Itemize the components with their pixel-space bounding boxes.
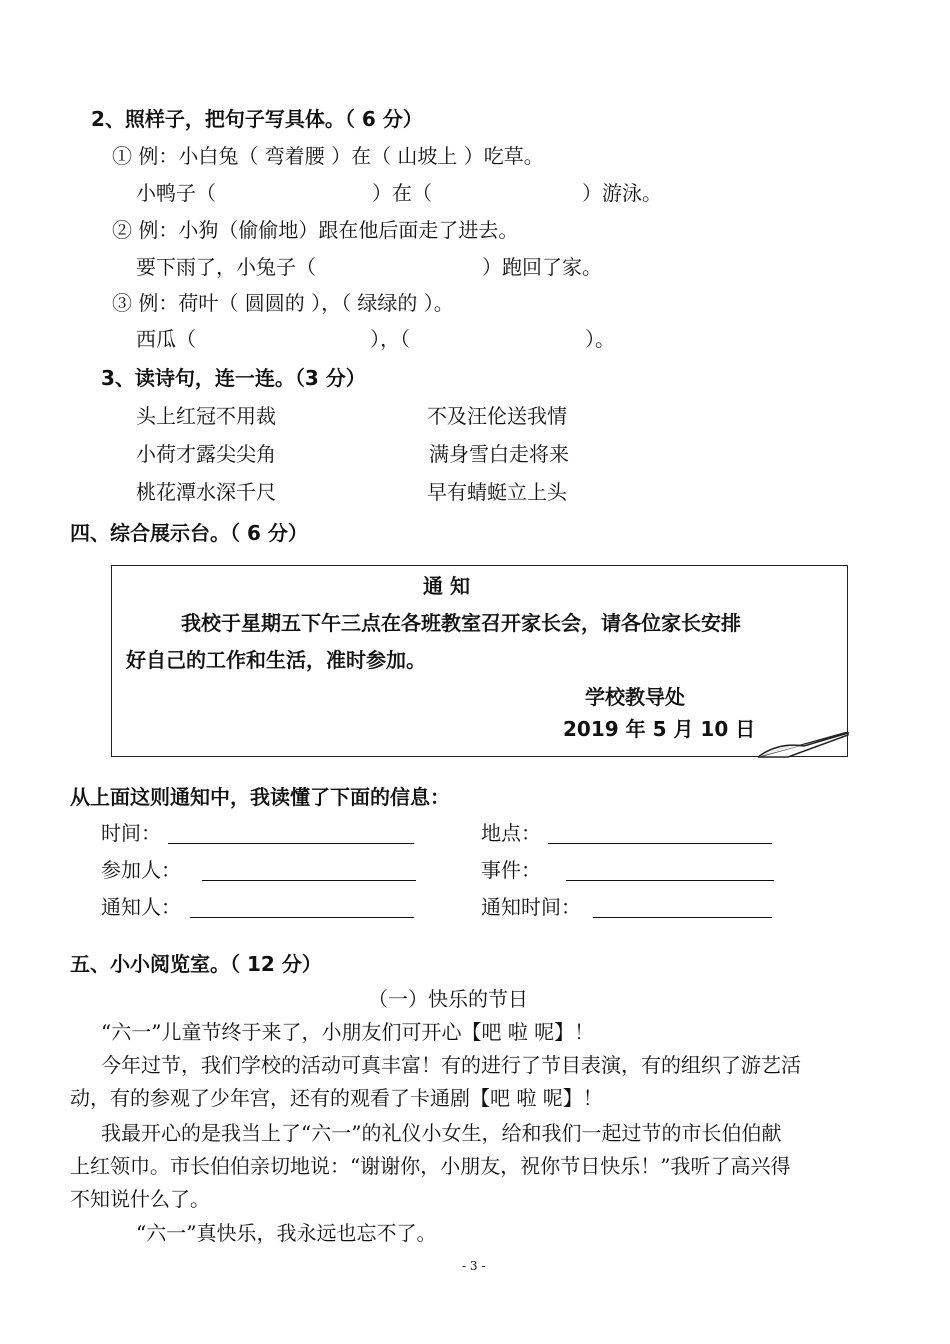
reading-p3a: 我最开心的是我当上了“六一”的礼仪小女生，给和我们一起过节的市长伯伯献 bbox=[101, 1121, 782, 1145]
poem-left-1: 头上红冠不用裁 bbox=[136, 404, 276, 428]
page-number: - 3 - bbox=[462, 1259, 486, 1273]
reading-subtitle: （一）快乐的节日 bbox=[368, 987, 528, 1011]
q2-line-3a: 西瓜（ bbox=[136, 327, 196, 351]
field-notice-time-label: 通知时间： bbox=[481, 895, 581, 919]
reading-p3c: 不知说什么了。 bbox=[70, 1187, 210, 1211]
q2-line-3b: ），（ bbox=[370, 327, 410, 351]
field-participants-label: 参加人： bbox=[101, 858, 181, 882]
notice-heading: 通 知 bbox=[423, 574, 470, 598]
reading-p3b: 上红领巾。市长伯伯亲切地说：“谢谢你，小朋友，祝你节日快乐！”我听了高兴得 bbox=[70, 1154, 791, 1178]
s5-title: 五、小小阅览室。（ 12 分） bbox=[70, 952, 322, 976]
q2-example-3: ③ 例：荷叶（ 圆圆的 ），（ 绿绿的 ）。 bbox=[112, 291, 454, 315]
q2-example-2: ② 例：小狗（偷偷地）跟在他后面走了进去。 bbox=[112, 218, 519, 242]
q2-line-2b: ）跑回了家。 bbox=[482, 255, 602, 279]
notice-signer: 学校教导处 bbox=[585, 685, 685, 709]
field-place-line[interactable] bbox=[548, 843, 772, 844]
poem-right-1: 不及汪伦送我情 bbox=[427, 404, 567, 428]
field-notifier-line[interactable] bbox=[190, 917, 414, 918]
page-curl-icon bbox=[758, 732, 850, 760]
q2-line-1b: ）在（ bbox=[372, 181, 432, 205]
s4-intro: 从上面这则通知中，我读懂了下面的信息： bbox=[70, 785, 450, 809]
poem-right-3: 早有蜻蜓立上头 bbox=[427, 480, 567, 504]
notice-body-1: 我校于星期五下午三点在各班教室召开家长会，请各位家长安排 bbox=[181, 611, 741, 635]
q2-title: 2、照样子，把句子写具体。（ 6 分） bbox=[91, 107, 423, 131]
field-notifier-label: 通知人： bbox=[101, 895, 181, 919]
reading-p2a: 今年过节，我们学校的活动可真丰富！有的进行了节目表演，有的组织了游艺活 bbox=[101, 1053, 801, 1077]
notice-date: 2019 年 5 月 10 日 bbox=[563, 717, 756, 741]
q2-line-2a: 要下雨了，小兔子（ bbox=[136, 255, 316, 279]
q2-example-1: ① 例：小白兔（ 弯着腰 ）在（ 山坡上 ）吃草。 bbox=[112, 144, 544, 168]
field-place-label: 地点： bbox=[481, 821, 541, 845]
field-event-line[interactable] bbox=[566, 880, 774, 881]
q2-line-1c: ）游泳。 bbox=[582, 181, 662, 205]
q2-line-1a: 小鸭子（ bbox=[136, 181, 216, 205]
field-participants-line[interactable] bbox=[202, 880, 416, 881]
field-time-label: 时间： bbox=[101, 821, 161, 845]
notice-body-2: 好自己的工作和生活，准时参加。 bbox=[126, 648, 426, 672]
reading-p2b: 动，有的参观了少年宫，还有的观看了卡通剧【吧 啦 呢】！ bbox=[70, 1086, 603, 1110]
reading-p4: “六一”真快乐，我永远也忘不了。 bbox=[136, 1221, 437, 1245]
field-event-label: 事件： bbox=[481, 858, 541, 882]
poem-left-3: 桃花潭水深千尺 bbox=[136, 480, 276, 504]
reading-p1: “六一”儿童节终于来了，小朋友们可开心【吧 啦 呢】！ bbox=[101, 1020, 595, 1044]
field-notice-time-line[interactable] bbox=[593, 917, 772, 918]
field-time-line[interactable] bbox=[168, 843, 414, 844]
poem-right-2: 满身雪白走将来 bbox=[429, 442, 569, 466]
poem-left-2: 小荷才露尖尖角 bbox=[136, 442, 276, 466]
s4-title: 四、综合展示台。（ 6 分） bbox=[70, 521, 308, 545]
q3-title: 3、读诗句，连一连。（3 分） bbox=[101, 366, 366, 390]
q2-line-3c: ）。 bbox=[585, 327, 615, 351]
